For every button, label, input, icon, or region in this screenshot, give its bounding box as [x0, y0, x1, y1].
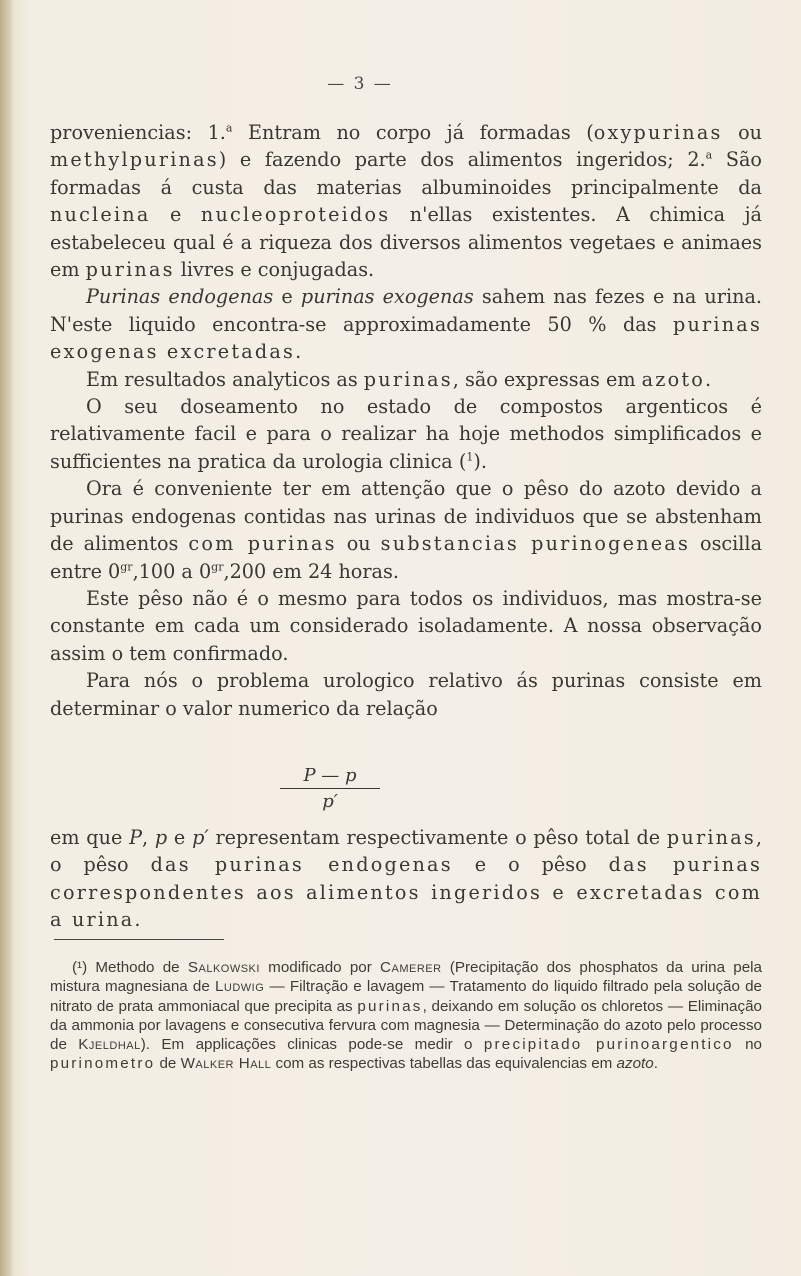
paragraph-2: Purinas endogenas e purinas exogenas sahem nas fezes e na urina. N'este liquido encontra-se approximadamente 50 % das purinas exogenas excretadas.	[50, 285, 762, 364]
paragraph-8: em que P, p e p′ representam respectivamente o pêso total de purinas, o pêso das purinas endogenas e o pêso das purinas correspondentes aos alimentos ingeridos e excretadas com a urina.	[50, 826, 763, 932]
main-text	[50, 119, 762, 722]
formula-numerator: P — p	[280, 765, 380, 789]
formula-explanation	[50, 824, 762, 934]
ratio-formula	[280, 765, 380, 812]
paragraph-4: O seu doseamento no estado de compostos argenticos é relativamente facil e para o realizar ha hoje methodos simplificados e sufficientes na pratica da urologia clinica ($^1$).	[50, 395, 762, 473]
footnote-text: (¹) Methodo de Salkowski modificado por Camerer (Precipitação dos phosphatos da urina pela mistura magnesiana de Ludwig — Filtração e lavagem — Tratamento do liquido filtrado pela solução de nitrato de prata ammoniacal que precipita as purinas, deixando em solução os chloretos — Eliminação da ammonia por lavagens e consecutiva fervura com magnesia — Determinação do azoto pelo processo de Kjeldhal). Em applicações clinicas pode-se medir o precipitado purinoargentico no purinometro de Walker Hall com as respectivas tabellas das equivalencias em azoto.	[50, 959, 762, 1073]
page-number: — 3 —	[327, 74, 393, 94]
page-gutter	[0, 0, 14, 1276]
paragraph-7: Para nós o problema urologico relativo ás purinas consiste em determinar o valor numerico da relação	[50, 669, 762, 720]
formula-denominator: p′	[322, 791, 338, 812]
paragraph-6: Este pêso não é o mesmo para todos os individuos, mas mostra-se constante em cada um considerado isoladamente. A nossa observação assim o tem confirmado.	[50, 586, 762, 665]
paragraph-3: Em resultados analyticos as purinas, são expressas em azoto.	[86, 367, 712, 391]
footnote	[50, 958, 762, 1074]
paragraph-1: proveniencias: 1.$^a$ Entram no corpo já formadas (oxypurinas ou methylpurinas) e fazendo parte dos alimentos ingeridos; 2.$^a$ São formadas á custa das materias albuminoides principalmente da nucleina e nucleoproteidos n'ellas existentes. A chimica já estabeleceu qual é a riqueza dos diversos alimentos vegetaes e animaes em purinas livres e conjugadas.	[50, 121, 763, 282]
paragraph-5: Ora é conveniente ter em attenção que o pêso do azoto devido a purinas endogenas contidas nas urinas de individuos que se abstenham de alimentos com purinas ou substancias purinogeneas oscilla entre $0^{gr},100$ a $0^{gr},200$ em 24 horas.	[50, 477, 763, 583]
footnote-divider	[54, 939, 224, 940]
